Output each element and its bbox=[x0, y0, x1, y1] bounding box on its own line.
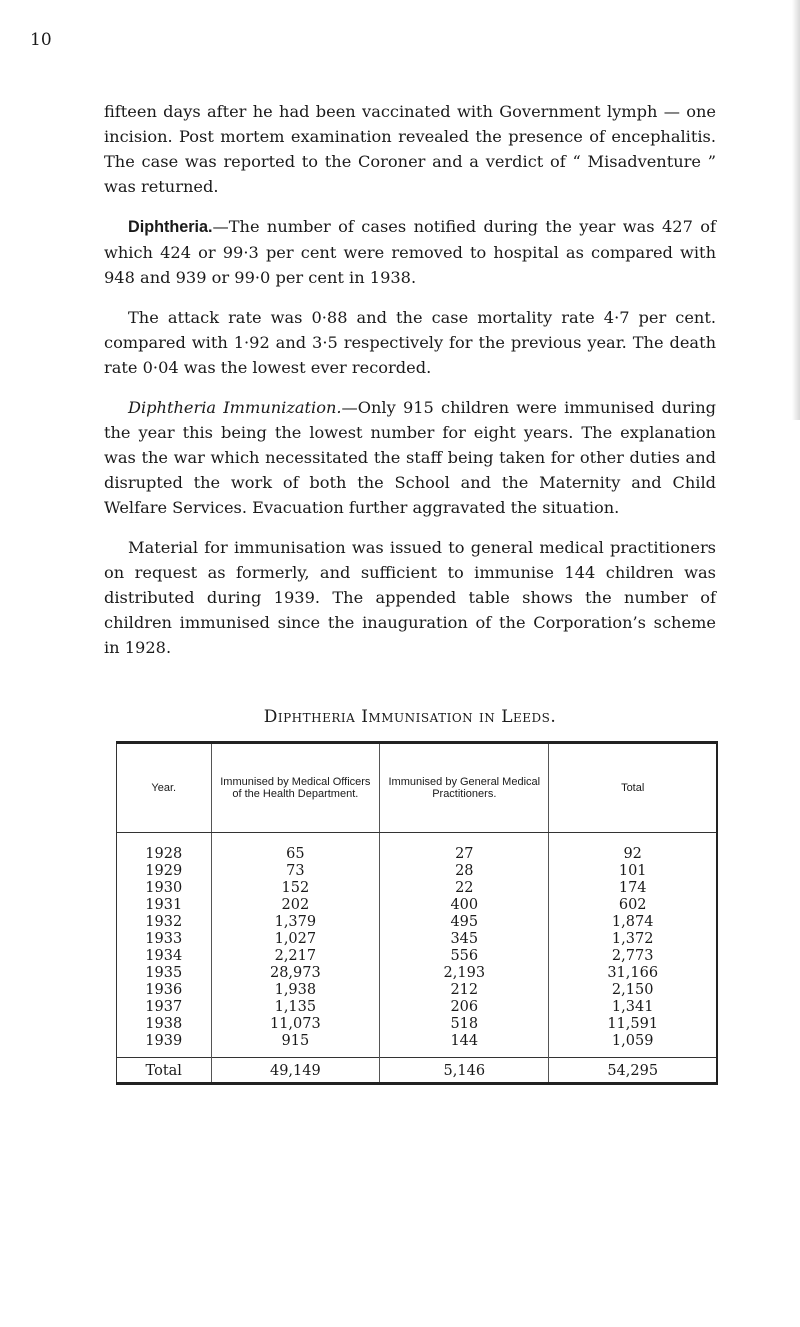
cell-general-practitioners: 212 bbox=[380, 981, 549, 998]
table-header-row bbox=[117, 743, 718, 833]
cell-year: 1930 bbox=[117, 879, 212, 896]
cell-medical-officers: 2,217 bbox=[211, 947, 380, 964]
cell-year: 1934 bbox=[117, 947, 212, 964]
cell-total: 1,059 bbox=[611, 1032, 654, 1049]
table-row bbox=[117, 833, 718, 863]
cell-year: 1928 bbox=[117, 833, 212, 863]
immunization-heading: Diphtheria Immunization. bbox=[128, 398, 342, 417]
cell-total: 2,773 bbox=[611, 947, 654, 964]
cell-medical-officers: 1,379 bbox=[211, 913, 380, 930]
paragraph-attack-rate: The attack rate was 0·88 and the case mortality rate 4·7 per cent. compared with 1·92 and 3·5 respectively for the previous year. The death rate 0·04 was the lowest ever recorded. bbox=[104, 308, 716, 377]
cell-general-practitioners: 144 bbox=[380, 1032, 549, 1058]
cell-general-practitioners: 518 bbox=[380, 1015, 549, 1032]
table-row bbox=[117, 913, 718, 930]
cell-medical-officers: 65 bbox=[211, 833, 380, 863]
cell-medical-officers: 202 bbox=[211, 896, 380, 913]
cell-year: 1938 bbox=[117, 1015, 212, 1032]
cell-medical-officers: 73 bbox=[211, 862, 380, 879]
cell-year: 1933 bbox=[117, 930, 212, 947]
cell-general-practitioners: 27 bbox=[380, 833, 549, 863]
cell-medical-officers: 1,135 bbox=[211, 998, 380, 1015]
cell-general-practitioners: 345 bbox=[380, 930, 549, 947]
cell-total: 1,874 bbox=[611, 913, 654, 930]
cell-year: 1937 bbox=[117, 998, 212, 1015]
table-row bbox=[117, 1015, 718, 1032]
cell-general-practitioners: 556 bbox=[380, 947, 549, 964]
footer-grand-total: 54,295 bbox=[549, 1058, 717, 1084]
page-number: 10 bbox=[30, 30, 52, 50]
immunisation-table bbox=[116, 741, 718, 1085]
table-row bbox=[117, 981, 718, 998]
paragraph-vaccination-case: fifteen days after he had been vaccinated with Government lymph — one incision. Post mortem examination revealed the presence of encephalitis. The case was reported to the Coroner and a verdict of “ Misadventure ” was returned. bbox=[104, 102, 716, 196]
cell-medical-officers: 1,938 bbox=[211, 981, 380, 998]
cell-general-practitioners: 206 bbox=[380, 998, 549, 1015]
cell-total: 31,166 bbox=[607, 964, 659, 981]
diphtheria-heading: Diphtheria. bbox=[128, 218, 213, 236]
header-year: Year. bbox=[117, 743, 212, 833]
cell-medical-officers: 915 bbox=[211, 1032, 380, 1058]
cell-year: 1932 bbox=[117, 913, 212, 930]
cell-year: 1929 bbox=[117, 862, 212, 879]
cell-medical-officers: 152 bbox=[211, 879, 380, 896]
cell-year: 1936 bbox=[117, 981, 212, 998]
table-row bbox=[117, 862, 718, 879]
table-row bbox=[117, 998, 718, 1015]
scan-edge-shadow bbox=[792, 0, 800, 420]
cell-general-practitioners: 400 bbox=[380, 896, 549, 913]
cell-general-practitioners: 28 bbox=[380, 862, 549, 879]
table-row bbox=[117, 930, 718, 947]
header-general-practitioners: Immunised by General Medical Practitioners. bbox=[380, 743, 549, 833]
cell-total: 1,372 bbox=[611, 930, 654, 947]
table-row bbox=[117, 879, 718, 896]
table-row bbox=[117, 947, 718, 964]
diphtheria-text: —The number of cases notified during the year was 427 of which 424 or 99·3 per cent were removed to hospital as compared with 948 and 939 or 99·0 per cent in 1938. bbox=[104, 217, 716, 287]
cell-year: 1935 bbox=[117, 964, 212, 981]
cell-year: 1939 bbox=[117, 1032, 212, 1058]
cell-total: 101 bbox=[618, 862, 647, 879]
table-footer-row bbox=[117, 1058, 718, 1084]
cell-total: 92 bbox=[623, 845, 642, 862]
cell-medical-officers: 11,073 bbox=[211, 1015, 380, 1032]
paragraph-diphtheria bbox=[104, 214, 716, 290]
cell-general-practitioners: 22 bbox=[380, 879, 549, 896]
cell-total: 11,591 bbox=[607, 1015, 659, 1032]
table-row bbox=[117, 896, 718, 913]
table-title: Diphtheria Immunisation in Leeds. bbox=[263, 707, 557, 727]
cell-medical-officers: 1,027 bbox=[211, 930, 380, 947]
paragraph-material: Material for immunisation was issued to general medical practitioners on request as formerly, and sufficient to immunise 144 children was distributed during 1939. The appended table shows the number of children immunised since the inauguration of the Corporation’s scheme in 1928. bbox=[104, 538, 716, 657]
footer-gp-total: 5,146 bbox=[380, 1058, 549, 1084]
body-text bbox=[104, 99, 716, 675]
cell-general-practitioners: 495 bbox=[380, 913, 549, 930]
cell-medical-officers: 28,973 bbox=[211, 964, 380, 981]
cell-year: 1931 bbox=[117, 896, 212, 913]
table-row bbox=[117, 1032, 718, 1058]
cell-total: 174 bbox=[618, 879, 647, 896]
header-medical-officers: Immunised by Medical Officers of the Health Department. bbox=[211, 743, 380, 833]
cell-total: 1,341 bbox=[611, 998, 654, 1015]
cell-total: 602 bbox=[618, 896, 647, 913]
cell-total: 2,150 bbox=[611, 981, 654, 998]
paragraph-immunization bbox=[104, 395, 716, 520]
header-total: Total bbox=[549, 743, 717, 833]
immunization-text: —Only 915 children were immunised during the year this being the lowest number for eight years. The explanation was the war which necessitated the staff being taken for other duties and disrupted the work of both the School and the Maternity and Child Welfare Services. Evacuation further aggravated the situation. bbox=[104, 398, 716, 517]
footer-label: Total bbox=[117, 1058, 212, 1084]
cell-general-practitioners: 2,193 bbox=[380, 964, 549, 981]
table-row bbox=[117, 964, 718, 981]
table-body bbox=[117, 833, 718, 1058]
footer-moh-total: 49,149 bbox=[211, 1058, 380, 1084]
